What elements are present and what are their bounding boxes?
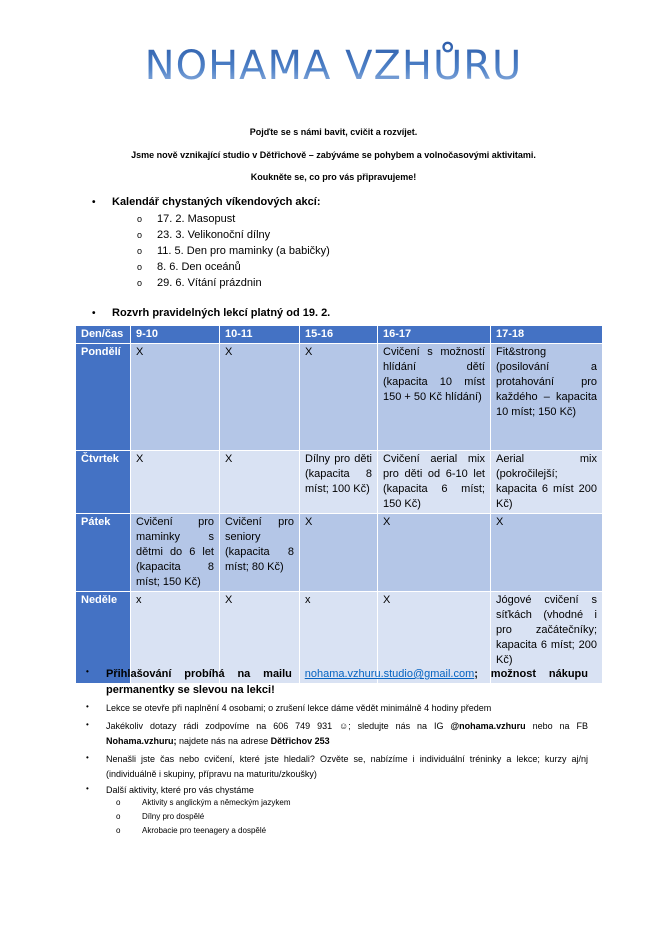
intro-line-1: Pojďte se s námi bavit, cvičit a rozvíjet. (249, 127, 418, 137)
bullet-icon: • (86, 667, 89, 676)
sub-bullet-icon: o (137, 230, 143, 240)
contact-note: • Jakékoliv dotazy rádi zodpovíme na 606 749 931 ☺; sledujte nás na IG @nohama.vzhuru nebo na FB Nohama.vzhuru; najdete nás na adrese Dětřichov 253 (86, 719, 588, 749)
table-cell: X (220, 451, 300, 514)
column-header: 17-18 (491, 326, 603, 344)
table-cell: Cvičení pro seniory (kapacita 8 míst; 80 Kč) (220, 514, 300, 592)
column-header: 10-11 (220, 326, 300, 344)
column-header: 9-10 (131, 326, 220, 344)
row-day: Pátek (76, 514, 131, 592)
row-day: Neděle (76, 592, 131, 684)
intro-line-2: Jsme nově vznikající studio v Dětřichově – zabýváme se pohybem a volnočasovými aktivitami. (131, 150, 536, 160)
bullet-icon: • (92, 308, 96, 319)
notes-section (86, 666, 588, 840)
table-cell: Cvičení pro maminky s dětmi do 6 let (kapacita 8 míst; 150 Kč) (131, 514, 220, 592)
sub-bullet-icon: o (137, 214, 143, 224)
table-row (76, 344, 603, 451)
address: Dětřichov 253 (270, 736, 330, 746)
calendar-event: o 8. 6. Den oceánů (137, 261, 241, 273)
sub-bullet-icon: o (116, 812, 121, 821)
calendar-event: o 11. 5. Den pro maminky (a babičky) (137, 245, 330, 257)
bullet-icon: • (86, 702, 89, 711)
bullet-icon: • (86, 784, 89, 793)
calendar-event: o 23. 3. Velikonoční dílny (137, 229, 271, 241)
instagram-handle: @nohama.vzhuru (450, 721, 526, 731)
column-header: Den/čas (76, 326, 131, 344)
calendar-heading-row (92, 196, 330, 213)
sub-bullet-icon: o (137, 262, 143, 272)
schedule-heading-row (92, 307, 330, 324)
table-row (76, 514, 603, 592)
table-cell: X (491, 514, 603, 592)
email-link[interactable]: nohama.vzhuru.studio@gmail.com (304, 668, 475, 680)
sub-bullet-icon: o (116, 798, 121, 807)
table-cell: Aerial mix (pokročilejší; kapacita 6 míst 200 Kč) (491, 451, 603, 514)
row-day: Čtvrtek (76, 451, 131, 514)
facebook-handle: Nohama.vzhuru; (106, 736, 177, 746)
table-cell: Dílny pro děti (kapacita 8 míst; 100 Kč) (300, 451, 378, 514)
column-header: 15-16 (300, 326, 378, 344)
more-activities-heading: • Další aktivity, které pro vás chystáme (86, 783, 588, 798)
sub-bullet-icon: o (116, 826, 121, 835)
table-cell: X (131, 451, 220, 514)
bullet-icon: • (86, 753, 89, 762)
calendar-section (92, 196, 330, 324)
sub-bullet-icon: o (137, 246, 143, 256)
table-cell: x (131, 592, 220, 684)
table-cell: x (300, 592, 378, 684)
calendar-event: o 29. 6. Vítání prázdnin (137, 277, 262, 289)
row-day: Pondělí (76, 344, 131, 451)
min-people-note: • Lekce se otevře při naplnění 4 osobami; o zrušení lekce dáme vědět minimálně 4 hodiny předem (86, 701, 588, 716)
table-cell: X (300, 514, 378, 592)
schedule-heading: Rozvrh pravidelných lekcí platný od 19. 2. (112, 307, 331, 319)
calendar-event: o 17. 2. Masopust (137, 213, 236, 225)
table-cell: Fit&strong (posilování a protahování pro každého – kapacita 10 míst; 150 Kč) (491, 344, 603, 451)
calendar-heading: Kalendář chystaných víkendových akcí: (112, 196, 321, 208)
schedule-table (75, 325, 603, 684)
sub-bullet-icon: o (137, 278, 143, 288)
page-title: NOHAMA VZHŮRU (0, 40, 667, 92)
signup-note: • Přihlašování probíhá na mailu nohama.vzhuru.studio@gmail.com; možnost nákupu permanentky se slevou na lekci! (86, 667, 588, 696)
individual-note: • Nenašli jste čas nebo cvičení, které jste hledali? Ozvěte se, nabízíme i individuální tréninky a lekce; kurzy aj/nj (individuálně i skupiny, přípravu na maturitu/zkoušky) (86, 752, 588, 782)
more-activity-item: o Dílny pro dospělé (116, 812, 205, 821)
table-row (76, 451, 603, 514)
more-activity-item: o Akrobacie pro teenagery a dospělé (116, 826, 267, 835)
table-cell: Cvičení aerial mix pro děti od 6-10 let (kapacita 6 míst; 150 Kč) (378, 451, 491, 514)
column-header: 16-17 (378, 326, 491, 344)
table-cell: X (220, 592, 300, 684)
table-cell: X (131, 344, 220, 451)
table-cell: X (300, 344, 378, 451)
table-header-row (76, 326, 603, 344)
table-cell: X (378, 592, 491, 684)
table-cell: X (378, 514, 491, 592)
table-cell: Cvičení s možností hlídání dětí (kapacita 10 míst 150 + 50 Kč hlídání) (378, 344, 491, 451)
bullet-icon: • (86, 720, 89, 729)
intro-line-3: Koukněte se, co pro vás připravujeme! (250, 172, 417, 182)
bullet-icon: • (92, 197, 96, 208)
more-activity-item: o Aktivity s anglickým a německým jazykem (116, 798, 291, 807)
table-cell: Jógové cvičení s síťkách (vhodné i pro začátečníky; kapacita 6 míst; 200 Kč) (491, 592, 603, 684)
table-cell: X (220, 344, 300, 451)
